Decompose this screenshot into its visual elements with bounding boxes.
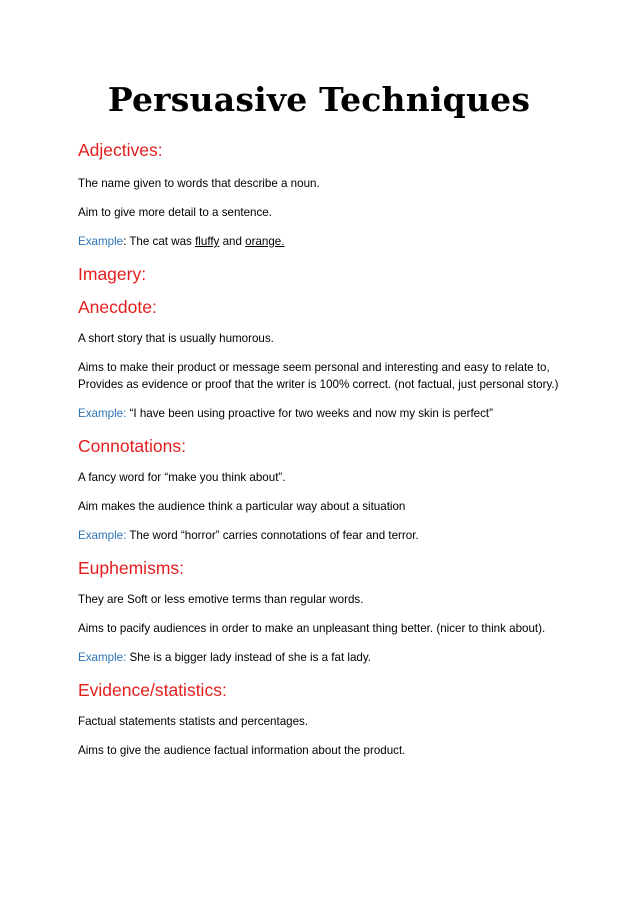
euphemisms-aim: Aims to pacify audiences in order to make an unpleasant thing better. (nicer to think about). bbox=[78, 622, 546, 635]
adjectives-aim: Aim to give more detail to a sentence. bbox=[78, 206, 272, 219]
anecdote-example bbox=[78, 405, 568, 422]
example-underlined-word: fluffy bbox=[195, 235, 220, 248]
connotations-example bbox=[78, 527, 568, 544]
example-text: : The cat was bbox=[123, 235, 196, 248]
page-title: Persuasive Techniques bbox=[107, 80, 531, 119]
connotations-definition: A fancy word for “make you think about”. bbox=[78, 471, 286, 484]
example-text: The word “horror” carries connotations of fear and terror. bbox=[126, 529, 419, 542]
example-label: Example: bbox=[78, 651, 127, 664]
heading-connotations: Connotations: bbox=[78, 436, 186, 456]
euphemisms-definition: They are Soft or less emotive terms than regular words. bbox=[78, 593, 364, 606]
evidence-aim: Aims to give the audience factual information about the product. bbox=[78, 744, 406, 757]
heading-imagery: Imagery: bbox=[78, 264, 147, 284]
example-text: She is a bigger lady instead of she is a fat lady. bbox=[126, 651, 372, 664]
heading-anecdote: Anecdote: bbox=[78, 297, 157, 317]
adjectives-definition: The name given to words that describe a noun. bbox=[78, 177, 320, 190]
adjectives-example bbox=[78, 233, 568, 250]
example-text: and bbox=[219, 235, 246, 248]
example-label: Example: bbox=[78, 407, 127, 420]
euphemisms-example bbox=[78, 649, 568, 666]
heading-evidence-statistics: Evidence/statistics: bbox=[78, 680, 227, 700]
example-label: Example bbox=[78, 235, 124, 248]
example-label: Example: bbox=[78, 529, 127, 542]
evidence-definition: Factual statements statists and percentages. bbox=[78, 715, 309, 728]
example-text: “I have been using proactive for two weeks and now my skin is perfect” bbox=[126, 407, 493, 420]
heading-euphemisms: Euphemisms: bbox=[78, 558, 185, 578]
connotations-aim: Aim makes the audience think a particular way about a situation bbox=[78, 500, 406, 513]
document-body bbox=[78, 140, 568, 759]
example-underlined-word: orange. bbox=[245, 235, 285, 248]
anecdote-aim: Aims to make their product or message seem personal and interesting and easy to relate to, Provides as evidence or proof that the writer is 100% correct. (not factual, just personal story.) bbox=[78, 361, 559, 391]
heading-adjectives: Adjectives: bbox=[78, 140, 163, 160]
anecdote-definition: A short story that is usually humorous. bbox=[78, 332, 274, 345]
